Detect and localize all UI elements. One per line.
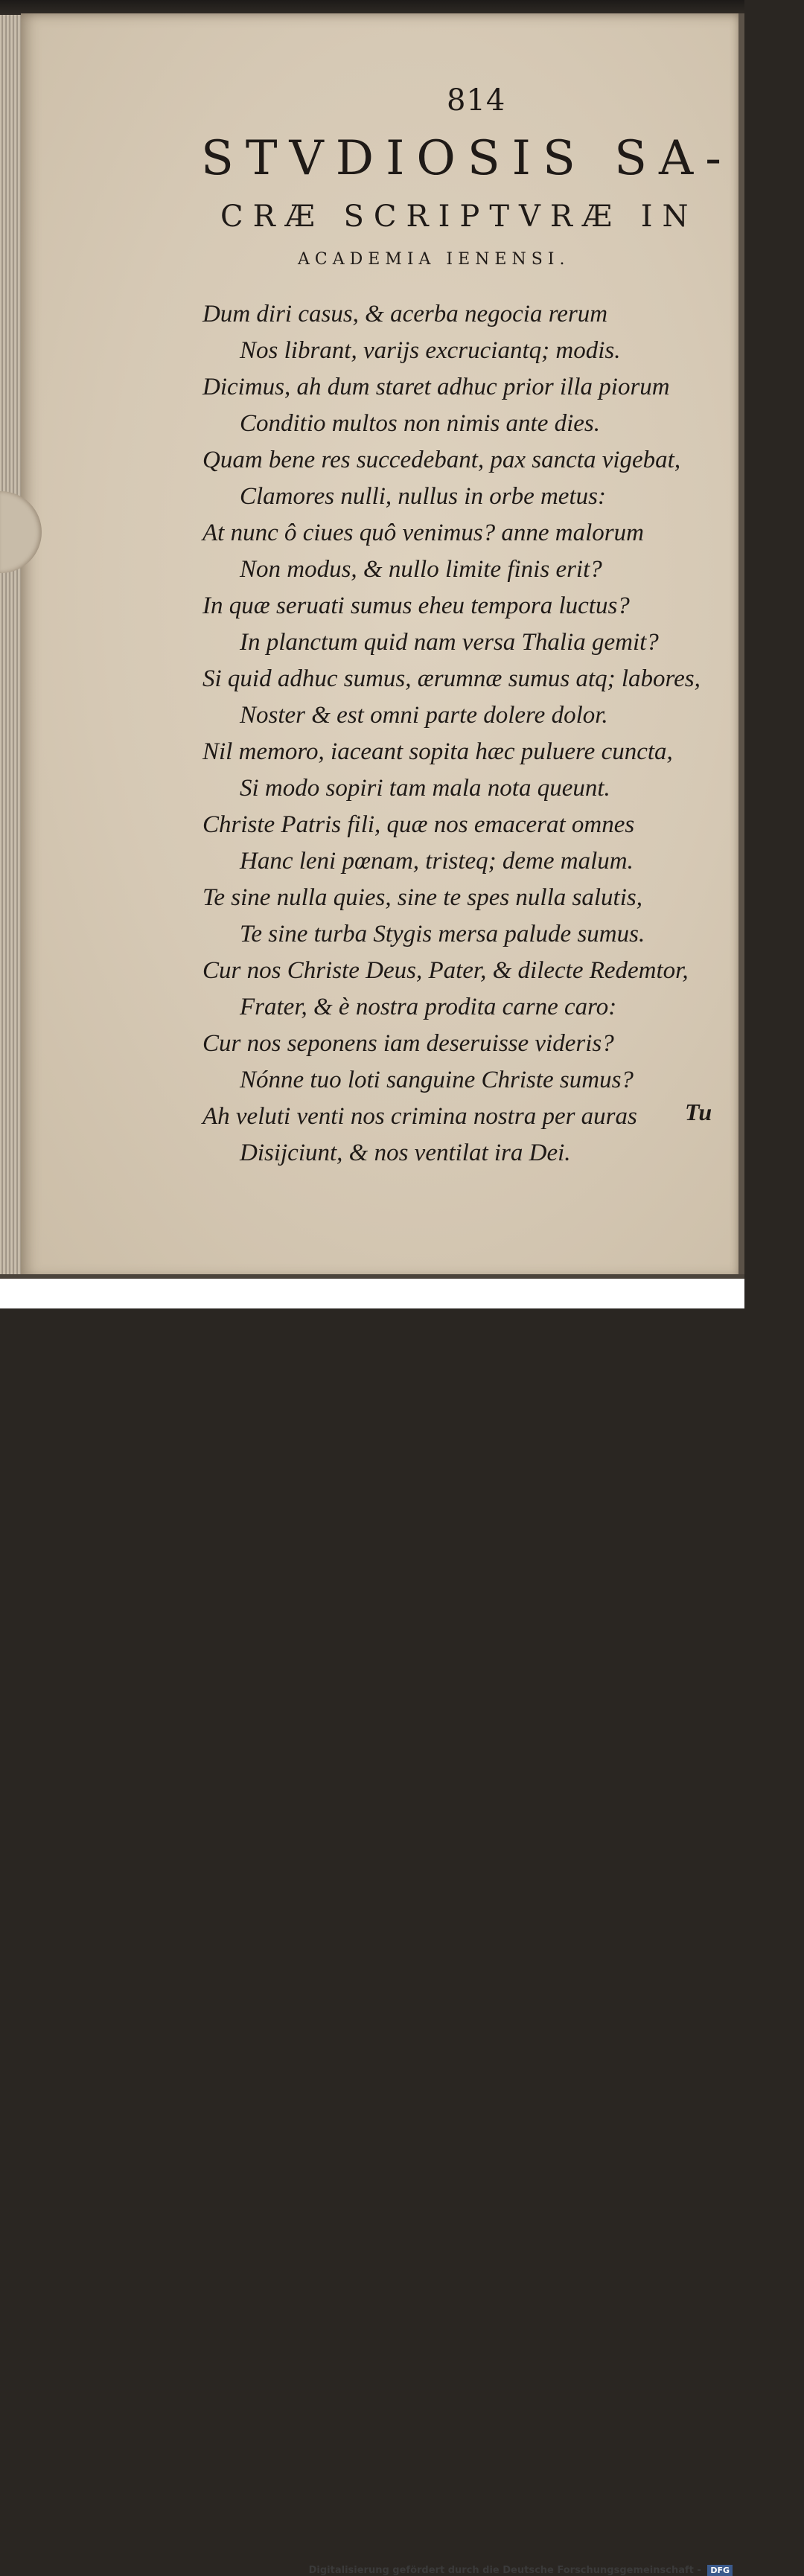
verse-line: Te sine nulla quies, sine te spes nulla salutis,: [202, 884, 642, 911]
verse-line: Nónne tuo loti sanguine Christe sumus?: [240, 1067, 634, 1093]
verse-line: Cur nos Christe Deus, Pater, & dilecte Redemtor,: [202, 957, 689, 984]
dfg-logo: DFG: [707, 2565, 733, 2576]
page-number: 814: [447, 83, 506, 118]
verse-line: Quam bene res succedebant, pax sancta vigebat,: [202, 447, 681, 473]
footer-credit: [309, 2565, 733, 2576]
verse-line: Te sine turba Stygis mersa palude sumus.: [240, 921, 645, 947]
heading-line-2: CRÆ SCRIPTVRÆ IN: [220, 199, 698, 234]
verse-line: Conditio multos non nimis ante dies.: [240, 410, 601, 437]
verse-line: Hanc leni pœnam, tristeq; deme malum.: [240, 848, 634, 875]
heading-line-1: STVDIOSIS SA-: [201, 131, 733, 186]
verse-line: At nunc ô ciues quô venimus? anne malorum: [202, 520, 644, 546]
verse-line: Noster & est omni parte dolere dolor.: [240, 702, 608, 729]
footer-credit-text: Digitalisierung gefördert durch die Deutsche Forschungsgemeinschaft -: [308, 2565, 701, 2576]
verse-line: Cur nos seponens iam deseruisse videris?: [202, 1030, 614, 1057]
verse-line: Ah veluti venti nos crimina nostra per auras: [202, 1103, 637, 1130]
verse-line: Nil memoro, iaceant sopita hæc puluere cuncta,: [202, 738, 673, 765]
verse-line: Nos librant, varijs excruciantq; modis.: [240, 337, 621, 364]
verse-line: In planctum quid nam versa Thalia gemit?: [240, 629, 659, 656]
poem: [202, 296, 724, 1172]
heading-line-3: ACADEMIA IENENSI.: [298, 250, 570, 269]
verse-line: Si quid adhuc sumus, ærumnæ sumus atq; labores,: [202, 665, 701, 692]
verse-line: Frater, & è nostra prodita carne caro:: [240, 994, 617, 1020]
verse-line: In quæ seruati sumus eheu tempora luctus?: [202, 592, 630, 619]
catchword: Tu: [685, 1099, 712, 1125]
footer-strip: [0, 1279, 744, 2576]
page-right-edge: [738, 13, 744, 1279]
verse-line: Christe Patris fili, quæ nos emacerat omnes: [202, 811, 635, 838]
verse-line: Dum diri casus, & acerba negocia rerum: [202, 301, 608, 327]
verse-line: Si modo sopiri tam mala nota queunt.: [240, 775, 610, 802]
verse-line: Clamores nulli, nullus in orbe metus:: [240, 483, 606, 510]
verse-line: Dicimus, ah dum staret adhuc prior illa piorum: [202, 374, 670, 400]
verse-line: Non modus, & nullo limite finis erit?: [240, 556, 602, 583]
verse-line: Disijciunt, & nos ventilat ira Dei.: [240, 1140, 571, 1166]
